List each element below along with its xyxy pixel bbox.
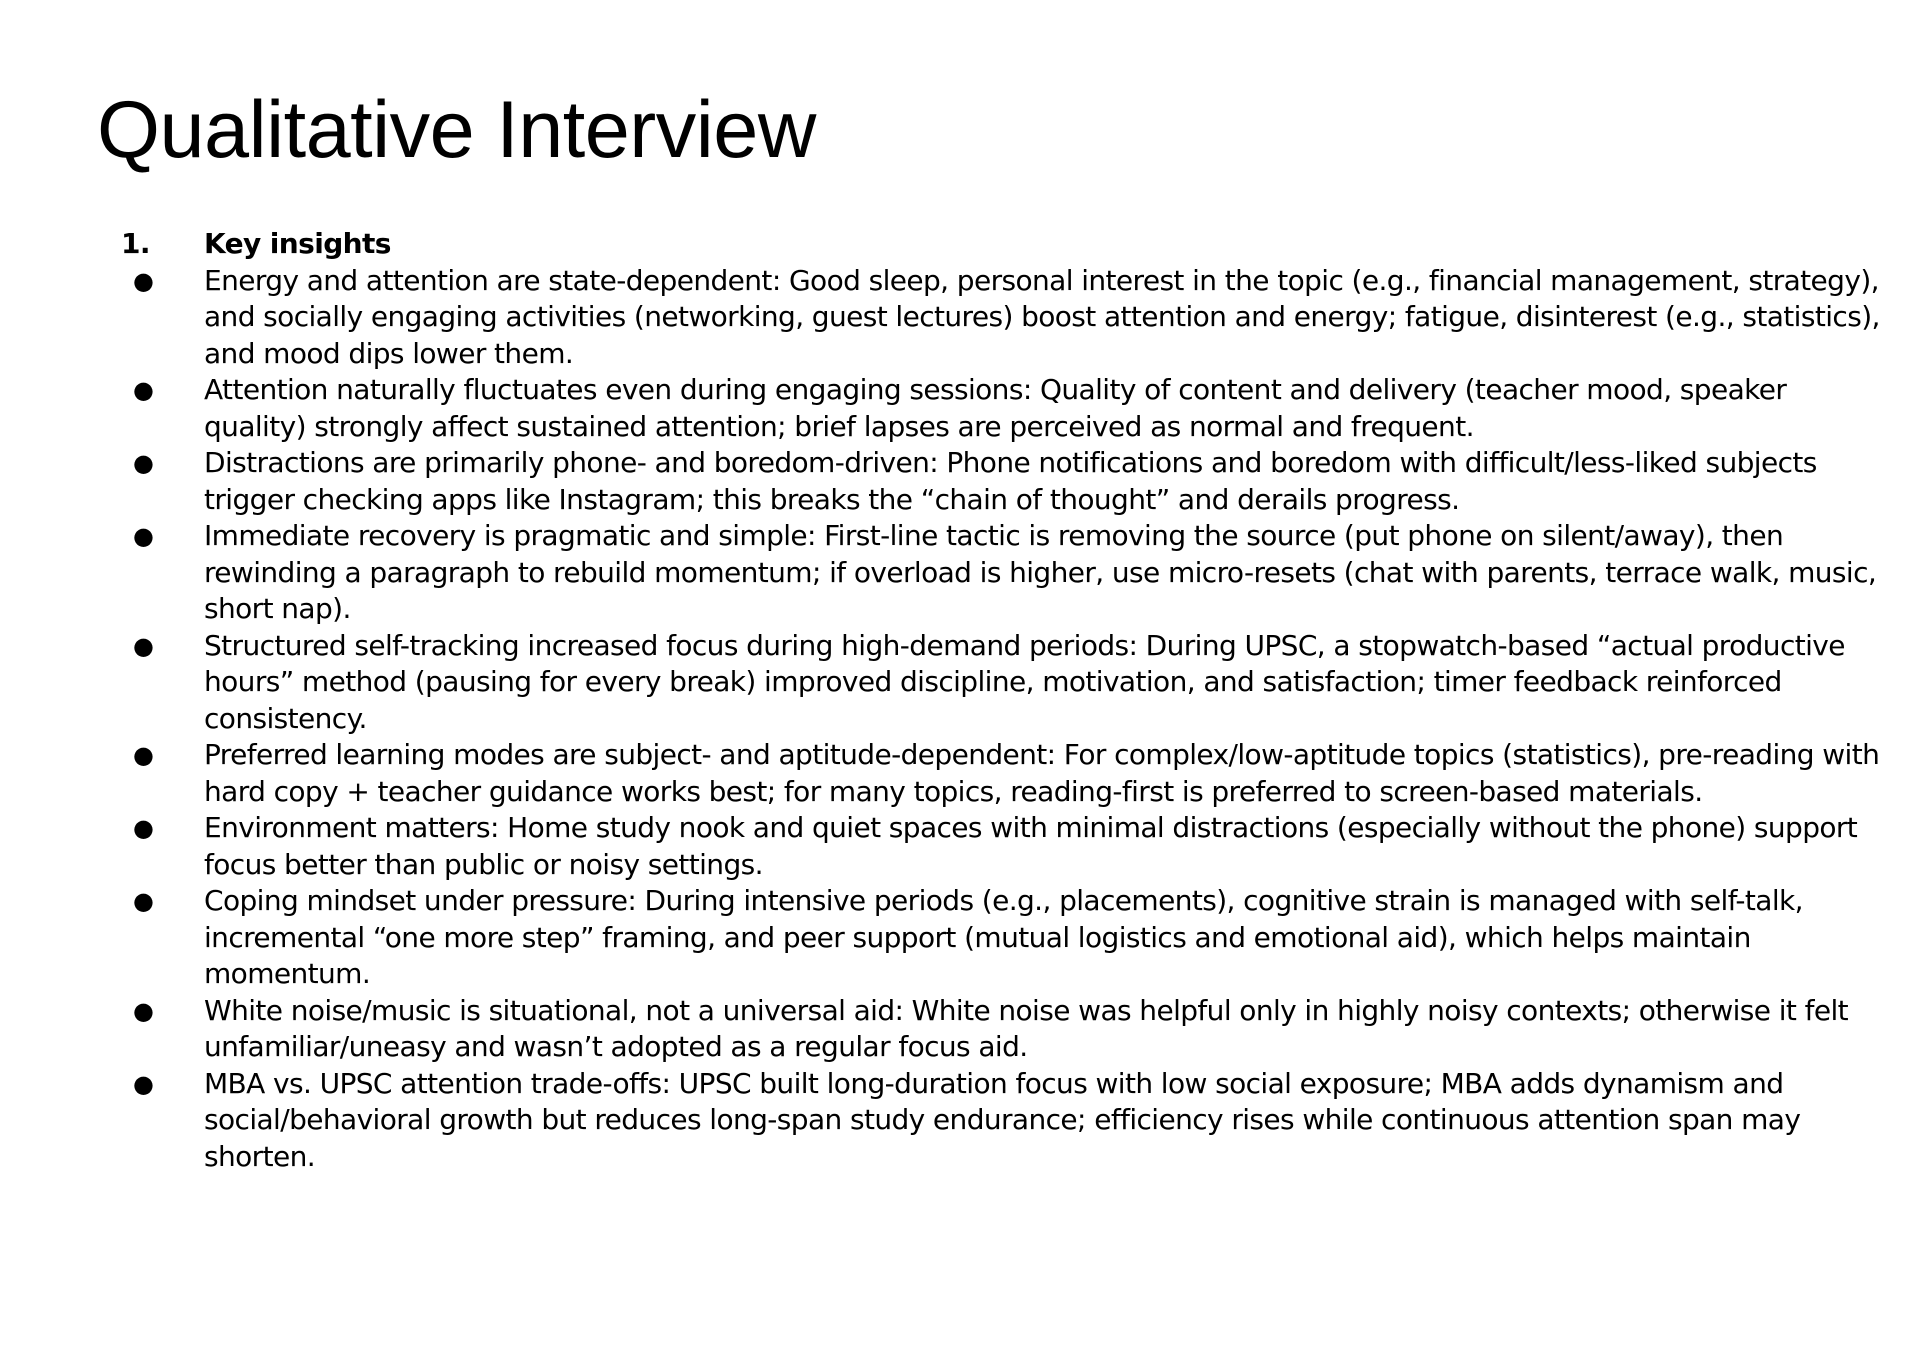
insight-text: Immediate recovery is pragmatic and simple: First-line tactic is removing the source (put phone on silent/away), then rewinding a paragraph to rebuild momentum; if overload is higher, use micro-resets (chat with parents, terrace walk, music, short nap). [204,519,1877,625]
list-item [121,1066,1881,1176]
bullet-icon: ● [133,266,154,295]
insight-text: Energy and attention are state-dependent: Good sleep, personal interest in the topic (e.g., financial management, strategy), and socially engaging activities (networking, guest lectures) boost attention and energy; fatigue, disinterest (e.g., statistics), and mood dips lower them. [204,263,1880,370]
list-item [121,518,1881,628]
insight-text: White noise/music is situational, not a universal aid: White noise was helpful only in highly noisy contexts; otherwise it felt unfamiliar/uneasy and wasn’t adopted as a regular focus aid. [204,993,1849,1063]
list-item [121,445,1881,518]
bullet-icon: ● [133,887,154,915]
insight-text: Attention naturally fluctuates even during engaging sessions: Quality of content and delivery (teacher mood, speaker quality) strongly affect sustained attention; brief lapses are perceived as normal and frequent. [204,373,1787,443]
bullet-icon: ● [133,449,154,477]
section-heading [121,226,1881,263]
bullet-icon: ● [133,741,154,769]
slide-body [121,226,1881,1175]
section-heading-label: Key insights [204,227,391,260]
bullet-icon: ● [133,1069,154,1098]
insight-text: Distractions are primarily phone- and boredom-driven: Phone notifications and boredom with difficult/less-liked subjects trigger checking apps like Instagram; this breaks the “chain of thought” and derails progress. [204,446,1817,516]
insight-text: Coping mindset under pressure: During intensive periods (e.g., placements), cognitive strain is managed with self-talk, incremental “one more step” framing, and peer support (mutual logistics and emotional aid), which helps maintain momentum. [204,884,1803,990]
section-number: 1. [121,227,150,260]
insight-text: MBA vs. UPSC attention trade-offs: UPSC built long-duration focus with low social exposure; MBA adds dynamism and social/behavioral growth but reduces long-span study endurance; efficiency rises while continuous attention span may shorten. [204,1066,1801,1173]
list-item [121,883,1881,993]
list-item [121,993,1881,1066]
list-item [121,372,1881,445]
bullet-icon: ● [133,631,154,660]
bullet-icon: ● [133,996,154,1025]
insight-list [121,263,1881,1176]
bullet-icon: ● [133,522,154,550]
list-item [121,810,1881,883]
insight-text: Preferred learning modes are subject- and aptitude-dependent: For complex/low-aptitude topics (statistics), pre-reading with hard copy + teacher guidance works best; for many topics, reading-first is preferred to screen-based materials. [204,738,1880,808]
slide-title: Qualitative Interview [97,85,816,175]
list-item [121,737,1881,810]
list-item [121,628,1881,738]
list-item [121,263,1881,373]
bullet-icon: ● [133,814,154,842]
insight-text: Structured self-tracking increased focus during high-demand periods: During UPSC, a stopwatch-based “actual productive hours” method (pausing for every break) improved discipline, motivation, and satisfaction; timer feedback reinforced consistency. [204,628,1845,735]
insight-text: Environment matters: Home study nook and quiet spaces with minimal distractions (especially without the phone) support focus better than public or noisy settings. [204,811,1858,881]
bullet-icon: ● [133,376,154,404]
